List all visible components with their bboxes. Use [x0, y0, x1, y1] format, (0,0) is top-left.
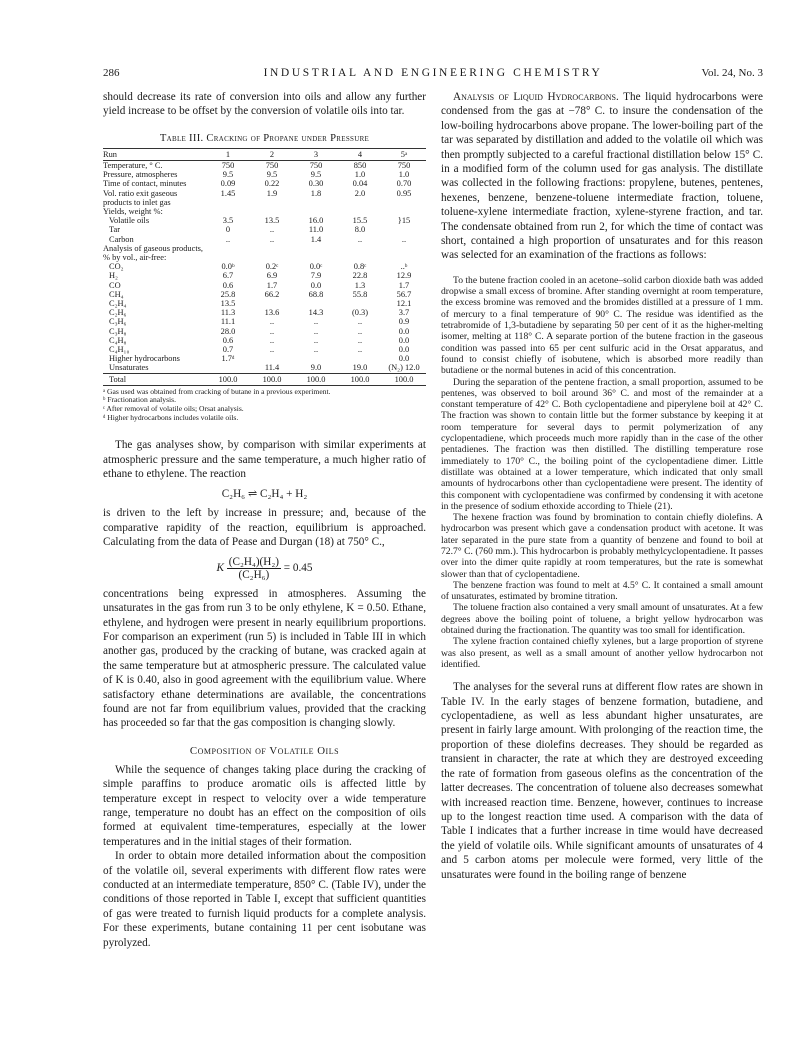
table-cell	[338, 244, 382, 262]
equilibrium-equation	[103, 556, 426, 581]
table-cell: 13.6	[264, 308, 280, 318]
left-column	[103, 90, 426, 950]
table-cell: 6.9	[266, 271, 278, 281]
table-cell: 1.7	[398, 280, 410, 290]
paragraph: is driven to the left by increase in pressure; and, because of the comparative rapidity of the reaction, equilibrium is approached. Calculating from the data of Pease and Durgan (18) at 750° C.,	[103, 507, 426, 549]
table-cell: 0.0	[398, 354, 410, 364]
table-cell: 0.6	[222, 280, 234, 290]
table-cell: 28.0	[220, 326, 236, 336]
table-cell: 750	[397, 161, 411, 171]
table-cell: 100.0	[294, 373, 338, 385]
table-cell: 0.2ᶜ	[265, 262, 279, 272]
row-label: CO	[109, 280, 121, 290]
equation-fraction	[227, 556, 281, 581]
table-cell: 100.0	[250, 373, 294, 385]
paragraph: While the sequence of changes taking place during the cracking of simple paraffins to produce aromatic oils is affected little by temperature except in respect to velocity over a wide temperature range, temperature no doubt has an effect on the composition of oils formed at equivalent time-temperatures, especially at the lower temperatures and in the initial stages of their formation.	[103, 763, 426, 848]
table-cell: 0.70	[396, 179, 412, 189]
table-cell: ..	[269, 335, 275, 345]
data-table	[103, 148, 426, 386]
table-cell	[294, 244, 338, 262]
small-paragraph: The xylene fraction contained chiefly xylenes, but a large proportion of styrene was also present, as well as a small amount of another yellow hydrocarbon not identified.	[441, 636, 763, 670]
table-cell: 1.0	[398, 170, 410, 180]
table-cell	[294, 354, 338, 363]
table-cell: ..	[357, 335, 363, 345]
paragraph: The gas analyses show, by comparison with similar experiments at atmospheric pressure and the same temperature, a much higher ratio of ethane to ethylene. The reaction	[103, 439, 426, 481]
table-row	[103, 244, 426, 262]
table-cell	[250, 244, 294, 262]
table-cell: 19.0	[352, 363, 368, 373]
table-cell: ..	[313, 326, 319, 336]
table-cell: 1.8	[310, 188, 322, 198]
table-cell: 0.0	[398, 326, 410, 336]
equation: C₂H₆ ⇌ C₂H₄ + H₂	[221, 488, 308, 501]
journal-title: INDUSTRIAL AND ENGINEERING CHEMISTRY	[263, 67, 603, 79]
table-cell	[338, 299, 382, 308]
table-cell: 12.1	[396, 299, 412, 309]
table-cell: 55.8	[352, 289, 368, 299]
table-cell: 1.3	[354, 280, 366, 290]
table-cell: 100.0	[338, 373, 382, 385]
row-label: C₂H₆	[109, 308, 127, 318]
row-label: Tar	[109, 225, 121, 235]
table-row	[103, 327, 426, 336]
table-cell: 6.7	[222, 271, 234, 281]
table-header-cell: 5ᵃ	[382, 148, 426, 160]
table-header-cell: Run	[103, 148, 206, 160]
table-cell: 13.5	[220, 299, 236, 309]
row-label: C₃H₈	[109, 326, 127, 336]
table-cell: ..	[269, 225, 275, 235]
paragraph: In order to obtain more detailed information about the composition of the volatile oil, several experiments with different flow rates were conducted at an intermediate temperature, 850° C. (Table IV), under the conditions of those reported in Table I, except that sufficient quantities of gas were treated to furnish liquid products for a complete analysis. For these experiments, butane containing 11 per cent isobutane was pyrolyzed.	[103, 850, 426, 949]
table-cell: 11.4	[264, 363, 280, 373]
table-cell: 14.3	[308, 308, 324, 318]
table-cell: 0	[225, 225, 231, 235]
table-cell: 11.3	[220, 308, 236, 318]
table-row	[103, 235, 426, 244]
table-cell: 750	[265, 161, 279, 171]
table-title: Table III. Cracking of Propane under Pressure	[159, 132, 370, 144]
table-cell: (0.3)	[351, 308, 369, 318]
table-header-row	[103, 148, 426, 160]
table-row	[103, 290, 426, 299]
table-cell	[382, 244, 426, 262]
table-cell: ..	[269, 317, 275, 327]
section-heading: Composition of Volatile Oils	[189, 744, 340, 757]
row-label: Higher hydrocarbons	[109, 354, 180, 364]
table-cell: (N₂) 12.0	[388, 363, 420, 373]
page-header	[103, 67, 763, 81]
table-header-cell: 1	[206, 148, 250, 160]
table-cell: 0.30	[308, 179, 324, 189]
row-label: Vol. ratio exit gaseous products to inlet gas	[103, 188, 178, 207]
table-cell: 15.5	[352, 216, 368, 226]
paragraph: concentrations being expressed in atmospheres. Assuming the unsaturates in the gas from run 3 to be only ethylene, K = 0.50. Ethane, ethylene, and hydrogen were present in nearly equilibrium proportions. For comparison an experiment (run 5) is included in Table III in which another gas, produced by the cracking of butane, was cracked again at the same temperature but at atmospheric pressure. The calculated value of K is 0.40, also in good agreement with the equilibrium value. Where satisfactory ethane determinations are available, the concentrations found are not far from equilibrium values, provided that the cracking has proceeded so far that the gas composition is changing slowly.	[103, 587, 426, 730]
table-cell: ..	[269, 326, 275, 336]
table-cell: ..	[313, 317, 319, 327]
equation-numerator: (C₂H₄)(H₂)	[228, 555, 279, 568]
table-cell: 0.95	[396, 188, 412, 198]
table-row	[103, 281, 426, 290]
table-row	[103, 207, 426, 216]
table-cell: 9.5	[266, 170, 278, 180]
table-cell: 850	[353, 161, 367, 171]
volume-issue: Vol. 24, No. 3	[701, 67, 763, 79]
table-cell	[338, 207, 382, 216]
equation-k: K	[216, 561, 224, 574]
intro-paragraph: should decrease its rate of conversion into oils and allow any further yield increase to be offset by the conversion of volatile oils into tar.	[103, 91, 426, 118]
table-cell: 7.9	[310, 271, 322, 281]
table-cell	[382, 207, 426, 216]
footnote: ᵇ Fractionation analysis.	[103, 395, 177, 405]
table-cell: 22.8	[352, 271, 368, 281]
table-cell: ..	[357, 317, 363, 327]
row-label: Analysis of gaseous products, % by vol., air-free:	[103, 243, 204, 263]
table-cell: 100.0	[382, 373, 426, 385]
table-cell: ..	[269, 345, 275, 355]
table-cell: 0.22	[264, 179, 280, 189]
table-cell: 8.0	[354, 225, 366, 235]
table-cell	[250, 354, 294, 363]
footnote: ᵈ Higher hydrocarbons includes volatile oils.	[103, 412, 239, 422]
table-row	[103, 161, 426, 171]
table-total-row	[103, 373, 426, 385]
row-label: Pressure, atmospheres	[103, 170, 178, 180]
table-cell: 66.2	[264, 289, 280, 299]
table-cell: ..ᵇ	[400, 262, 408, 272]
table-cell	[250, 207, 294, 216]
row-label: CO₂	[109, 262, 124, 272]
table-cell: ..	[225, 234, 231, 244]
table-cell: 68.8	[308, 289, 324, 299]
footnote: ᶜ After removal of volatile oils; Orsat analysis.	[103, 404, 244, 414]
row-label: C₄H₁₀	[109, 345, 130, 355]
table-row	[103, 317, 426, 326]
table-cell: 9.5	[222, 170, 234, 180]
small-paragraph: The hexene fraction was found by bromination to contain chiefly diolefins. A hydrocarbon was present which gave a condensation product with acetone. It was later separated in the pure state from a quantity of benzene and found to boil at 72.7° C. (760 mm.). This hydrocarbon is probably methylcyclopentadiene. It passes over into the dimer quite rapidly at room temperatures, but the rate is somewhat slower than that of cyclopentadiene.	[441, 512, 763, 580]
right-column	[441, 90, 763, 882]
row-label: C₃H₆	[109, 317, 127, 327]
table-cell	[382, 225, 426, 234]
table-cell: 9.5	[310, 170, 322, 180]
row-label: Total	[103, 373, 206, 385]
table-cell: 750	[309, 161, 323, 171]
small-paragraph: The toluene fraction also contained a very small amount of unsaturates. At a few degrees above the boiling point of toluene, a bright yellow hydrocarbon was obtained during the fractionation. The quantity was too small for identification.	[441, 602, 763, 637]
table-row	[103, 299, 426, 308]
table-cell: 100.0	[206, 373, 250, 385]
table-cell: 1.0	[354, 170, 366, 180]
table-row	[103, 345, 426, 354]
table-cell: 0.7	[222, 345, 234, 355]
table-cell: ..	[357, 234, 363, 244]
table-row	[103, 179, 426, 188]
table-cell: 0.8ᶜ	[353, 262, 367, 272]
table-cell: 1.7	[266, 280, 278, 290]
row-label: Time of contact, minutes	[103, 179, 187, 189]
table-cell	[294, 207, 338, 216]
table-cell: 0.0	[398, 345, 410, 355]
table-row	[103, 170, 426, 179]
table-row	[103, 189, 426, 207]
row-label: C₂H₄	[109, 299, 127, 309]
table-cell: ..	[313, 345, 319, 355]
paragraph: The analyses for the several runs at different flow rates are shown in Table IV. In the early stages of benzene formation, butadiene, and cyclopentadiene, as well as less abundant higher unsaturates, are present in fairly large amount. With prolonging of the reaction time, the proportion of these diolefins decreases. They should be regarded as transient in character, the rate at which they are destroyed exceeding the rate of formation from gaseous olefins as the concentration of the latter decreases. The concentration of toluene also decreases somewhat with increased reaction time. Benzene, however, continues to increase up to the longest reaction time used. A comparison with the data of Table I indicates that a further increase in time would have decreased the yield of volatile oils. While significant amounts of unsaturates of 4 and 5 carbon atoms per molecule were formed, very little of the unsaturates were found in the boiling range of benzene	[441, 681, 763, 881]
paragraph-text: The liquid hydrocarbons were condensed from the gas at −78° C. to insure the condensation of the low-boiling hydrocarbons above propane. The lower-boiling part of the tar was separated by distillation and added to the volatile oil which was then promptly subjected to a careful fractional distillation below 15° C. in a modified form of the column used for gas analysis. The distillate was collected in the following fractions: propylene, butenes, pentenes, hexenes, benzene, benzene-toluene intermediate fraction, toluene, toluene-xylene intermediate fraction, xylene-styrene fraction, and tar. The condensate obtained from run 2, for which the time of contact was short, contained a high proportion of unsaturates and for this reason was selected for an examination of the fractions as follows:	[441, 91, 763, 262]
row-label: Unsaturates	[109, 363, 149, 373]
table-cell: 0.0ᵇ	[221, 262, 235, 272]
table-cell: 750	[221, 161, 235, 171]
row-label: Volatile oils	[109, 216, 150, 226]
table-row	[103, 308, 426, 317]
table-cell: 16.0	[308, 216, 324, 226]
table-cell: 1.7ᵈ	[221, 354, 235, 364]
table-header-cell: 4	[338, 148, 382, 160]
table-cell: 1.45	[220, 188, 236, 198]
table-cell	[206, 244, 250, 262]
small-paragraph: The benzene fraction was found to melt at 4.5° C. It contained a small amount of unsaturates, estimated by bromine titration.	[441, 579, 763, 603]
table-cell: 25.8	[220, 289, 236, 299]
row-label: H₂	[109, 271, 118, 281]
small-paragraph: During the separation of the pentene fraction, a small proportion, assumed to be pentenes, was observed to boil around 36° C. and most of the remainder at a constant temperature of 42° C. Both cyclopentadiene and piperylene boil at 42° C. The fraction was shown to contain little but the former substance by keeping it at room temperature for several days to permit polymerization of any cyclopentadiene, which proceeds much more rapidly than in the case of the other pentadienes. The fraction was then distilled. The distilling temperature rose immediately to 170° C., the boiling point of the cyclopentadiene dimer. Little distillate was obtained at a lower temperature, which indicated that only small amounts of hydrocarbons other than cyclopentadiene were present. The identity of this component with cyclopentadiene was confirmed by condensing it with acetone in the presence of sodium ethoxide according to Thiele (21).	[441, 376, 763, 512]
table-cell: 0.0	[398, 335, 410, 345]
page-number: 286	[103, 67, 120, 79]
table-cell: 1.9	[266, 188, 278, 198]
run-in-heading: Analysis of Liquid Hydrocarbons.	[453, 91, 619, 103]
row-label: CH₄	[109, 289, 124, 299]
table-cell: 0.09	[220, 179, 236, 189]
small-paragraph: To the butene fraction cooled in an acetone–solid carbon dioxide bath was added dropwise a small excess of bromine. After standing overnight at room temperature, the excess bromine was removed and the bromides distilled at a pressure of 1 mm. of mercury to a final temperature of 90° C. The residue was identified as the tetrabromide of 1,3-butadiene by separating 50 per cent of it as the higher-melting isomer, melting at 118° C. A separate portion of the butene fraction in the gaseous condition was passed into 65 per cent sulfuric acid in the Orsat apparatus, and found to consist chiefly of isobutene, which is absorbed more readily than butadiene or the normal butenes in acid of this concentration.	[441, 274, 763, 377]
table-cell	[206, 363, 250, 373]
row-label: Carbon	[109, 234, 134, 244]
table-row	[103, 363, 426, 373]
table-cell: 0.6	[222, 335, 234, 345]
table-footnotes	[103, 388, 426, 422]
table-cell: 3.7	[398, 308, 410, 318]
table-cell: ..	[313, 335, 319, 345]
table-cell	[250, 299, 294, 308]
table-cell: ..	[357, 345, 363, 355]
table-cell: 12.9	[396, 271, 412, 281]
table-row	[103, 271, 426, 280]
table-row	[103, 216, 426, 225]
table-cell: 13.5	[264, 216, 280, 226]
table-cell: ..	[357, 326, 363, 336]
table-cell: 11.0	[308, 225, 324, 235]
table-cell: 0.9	[398, 317, 410, 327]
table-cell: 2.0	[354, 188, 366, 198]
table-cell: 0.0	[310, 280, 322, 290]
table-cell	[294, 299, 338, 308]
table-cell: 9.0	[310, 363, 322, 373]
table-row	[103, 262, 426, 271]
row-label: Temperature, ° C.	[103, 161, 163, 171]
equation-result: = 0.45	[283, 561, 313, 574]
table-row	[103, 225, 426, 234]
row-label: Yields, weight %:	[103, 207, 163, 217]
equation-denominator: (C₂H₆)	[238, 568, 270, 581]
table-header-cell: 3	[294, 148, 338, 160]
paragraph	[441, 90, 763, 263]
table-cell: 1.4	[310, 234, 322, 244]
table-cell: 56.7	[396, 289, 412, 299]
row-label: C₄H₈	[109, 335, 127, 345]
table-cell: 0.0ᶜ	[309, 262, 323, 272]
table-cell: 3.5	[222, 216, 234, 226]
table-cell	[338, 354, 382, 363]
table-cell: ..	[269, 234, 275, 244]
table-cell	[206, 207, 250, 216]
table-row	[103, 336, 426, 345]
table-cell: 11.1	[220, 317, 236, 327]
table-row	[103, 354, 426, 363]
table-header-cell: 2	[250, 148, 294, 160]
table-cell: 0.04	[352, 179, 368, 189]
footnote: ᵃ Gas used was obtained from cracking of butane in a previous experiment.	[103, 386, 331, 396]
table-cell: }15	[397, 216, 411, 226]
table-cell: ..	[401, 234, 407, 244]
